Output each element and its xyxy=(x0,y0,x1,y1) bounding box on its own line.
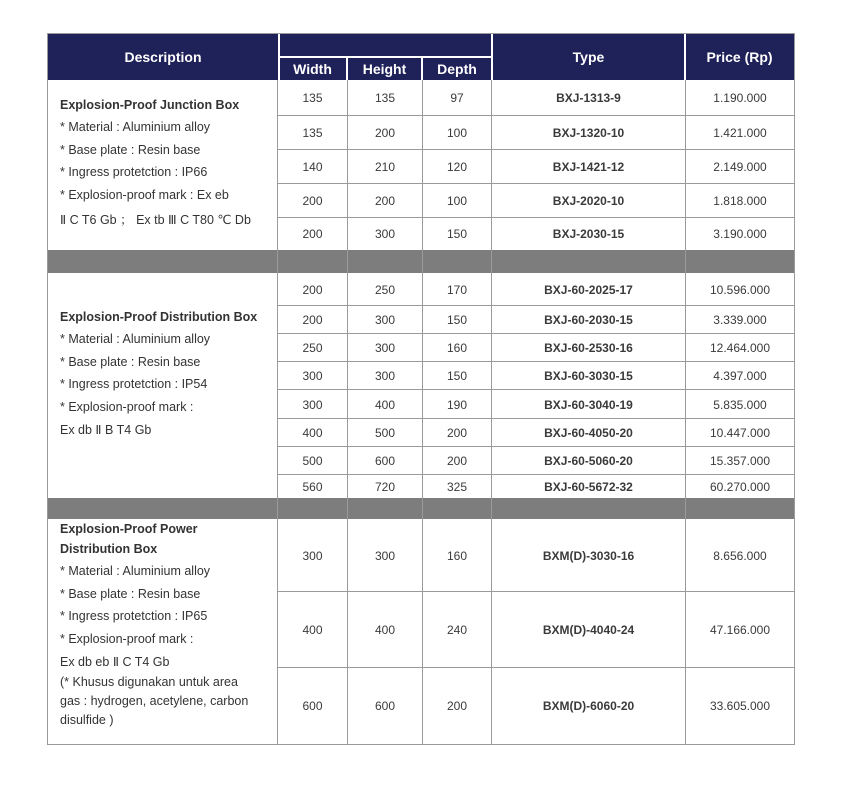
cell-type: BXJ-2030-15 xyxy=(552,227,625,241)
cell-height: 200 xyxy=(374,126,396,140)
cell-price: 10.447.000 xyxy=(709,426,771,440)
cell-price: 15.357.000 xyxy=(709,454,771,468)
cell-width: 300 xyxy=(302,548,323,563)
group-description xyxy=(60,310,275,437)
cell-height: 600 xyxy=(374,699,396,713)
spec-line: Ex db eb Ⅱ C T4 Gb xyxy=(60,655,170,669)
cell-height: 210 xyxy=(374,160,396,174)
spec-line: * Base plate : Resin base xyxy=(60,587,201,601)
header-divider xyxy=(280,56,492,58)
cell-depth: 240 xyxy=(446,623,468,637)
cell-width: 500 xyxy=(302,454,323,468)
cell-height: 300 xyxy=(374,369,396,383)
spec-line: * Base plate : Resin base xyxy=(60,143,201,157)
spec-line: * Explosion-proof mark : xyxy=(60,400,194,414)
spec-line: gas : hydrogen, acetylene, carbon xyxy=(60,694,249,708)
group-description xyxy=(60,522,275,727)
cell-height: 300 xyxy=(374,341,396,355)
cell-depth: 100 xyxy=(446,126,468,140)
cell-height: 135 xyxy=(374,91,396,105)
cell-width: 140 xyxy=(302,160,323,174)
cell-price: 5.835.000 xyxy=(713,397,767,412)
cell-width: 200 xyxy=(302,282,323,297)
cell-depth: 170 xyxy=(446,282,468,297)
group-description xyxy=(60,98,275,228)
cell-type: BXM(D)-4040-24 xyxy=(542,623,635,637)
spec-line: * Explosion-proof mark : xyxy=(60,632,194,646)
cell-type: BXJ-60-2030-15 xyxy=(544,313,633,327)
cell-depth: 200 xyxy=(446,454,468,468)
cell-type: BXJ-2020-10 xyxy=(552,194,625,208)
cell-width: 200 xyxy=(302,313,323,327)
section-separator xyxy=(48,498,794,519)
cell-price: 4.397.000 xyxy=(713,369,767,383)
header-divider xyxy=(421,57,423,80)
spec-line: * Ingress protetction : IP65 xyxy=(60,609,208,623)
cell-type: BXJ-60-5060-20 xyxy=(544,454,633,468)
cell-height: 300 xyxy=(374,313,396,327)
spec-line: * Ingress protetction : IP54 xyxy=(60,377,208,391)
cell-depth: 150 xyxy=(446,313,468,327)
cell-type: BXM(D)-3030-16 xyxy=(542,548,635,563)
cell-type: BXJ-1421-12 xyxy=(552,160,625,174)
cell-width: 400 xyxy=(302,426,323,440)
cell-height: 400 xyxy=(374,623,396,637)
cell-width: 400 xyxy=(302,623,323,637)
header-divider xyxy=(684,34,686,80)
cell-width: 300 xyxy=(302,369,323,383)
cell-height: 250 xyxy=(374,282,396,297)
spec-line: * Ingress protetction : IP66 xyxy=(60,165,208,179)
spec-line: (* Khusus digunakan untuk area xyxy=(60,675,238,689)
cell-type: BXJ-60-3030-15 xyxy=(544,369,633,383)
cell-type: BXJ-60-4050-20 xyxy=(544,426,633,440)
cell-width: 250 xyxy=(302,341,323,355)
cell-depth: 325 xyxy=(446,479,468,494)
cell-height: 400 xyxy=(374,397,396,412)
cell-price: 3.339.000 xyxy=(713,313,767,327)
cell-type: BXJ-60-3040-19 xyxy=(544,397,633,412)
cell-height: 200 xyxy=(374,194,396,208)
group-title: Explosion-Proof Power xyxy=(60,522,198,536)
cell-depth: 100 xyxy=(446,194,468,208)
cell-depth: 200 xyxy=(446,699,468,713)
cell-depth: 190 xyxy=(446,397,468,412)
spec-line: * Base plate : Resin base xyxy=(60,355,201,369)
cell-price: 1.190.000 xyxy=(713,91,767,105)
cell-width: 200 xyxy=(302,227,323,241)
header-divider xyxy=(346,57,348,80)
spec-line: Ex db Ⅱ B T4 Gb xyxy=(60,423,152,437)
cell-width: 300 xyxy=(302,397,323,412)
header-price: Price (Rp) xyxy=(685,34,794,80)
cell-height: 500 xyxy=(374,426,396,440)
header-width: Width xyxy=(278,57,347,80)
cell-width: 600 xyxy=(302,699,323,713)
cell-height: 300 xyxy=(374,227,396,241)
cell-price: 33.605.000 xyxy=(709,699,771,713)
cell-price: 47.166.000 xyxy=(709,623,771,637)
cell-depth: 160 xyxy=(446,341,468,355)
cell-depth: 150 xyxy=(446,369,468,383)
header-description: Description xyxy=(48,34,278,80)
price-table xyxy=(47,33,795,745)
cell-type: BXM(D)-6060-20 xyxy=(542,699,635,713)
cell-depth: 150 xyxy=(446,227,468,241)
cell-price: 2.149.000 xyxy=(713,160,767,174)
spec-line: disulfide ) xyxy=(60,713,114,727)
spec-line: * Material : Aluminium alloy xyxy=(60,120,211,134)
spec-line: * Material : Aluminium alloy xyxy=(60,332,211,346)
cell-width: 560 xyxy=(302,479,323,494)
header-type: Type xyxy=(492,34,685,80)
cell-type: BXJ-60-5672-32 xyxy=(544,479,633,494)
cell-height: 600 xyxy=(374,454,396,468)
cell-depth: 97 xyxy=(450,91,464,105)
cell-type: BXJ-1313-9 xyxy=(556,91,621,105)
group-title: Distribution Box xyxy=(60,542,158,556)
cell-width: 200 xyxy=(302,194,323,208)
group-title: Explosion-Proof Junction Box xyxy=(60,98,240,112)
cell-price: 1.818.000 xyxy=(713,194,767,208)
cell-price: 10.596.000 xyxy=(709,282,771,297)
header-height: Height xyxy=(347,57,422,80)
cell-width: 135 xyxy=(302,126,323,140)
cell-price: 3.190.000 xyxy=(713,227,767,241)
cell-price: 60.270.000 xyxy=(709,479,771,494)
cell-type: BXJ-60-2025-17 xyxy=(544,282,633,297)
spec-line: * Material : Aluminium alloy xyxy=(60,564,211,578)
section-separator xyxy=(48,250,794,273)
cell-type: BXJ-60-2530-16 xyxy=(544,341,633,355)
cell-type: BXJ-1320-10 xyxy=(552,126,625,140)
cell-width: 135 xyxy=(302,91,323,105)
cell-price: 12.464.000 xyxy=(709,341,771,355)
header-depth: Depth xyxy=(422,57,492,80)
group-title: Explosion-Proof Distribution Box xyxy=(60,310,258,324)
cell-depth: 120 xyxy=(446,160,468,174)
spec-line: * Explosion-proof mark : Ex eb xyxy=(60,188,229,202)
cell-height: 300 xyxy=(374,548,396,563)
cell-height: 720 xyxy=(374,479,396,494)
cell-depth: 200 xyxy=(446,426,468,440)
cell-price: 1.421.000 xyxy=(713,126,767,140)
spec-line: Ⅱ C T6 Gb ； Ex tb Ⅲ C T80 ℃ Db xyxy=(60,213,251,227)
cell-depth: 160 xyxy=(446,548,468,563)
cell-price: 8.656.000 xyxy=(713,548,767,563)
